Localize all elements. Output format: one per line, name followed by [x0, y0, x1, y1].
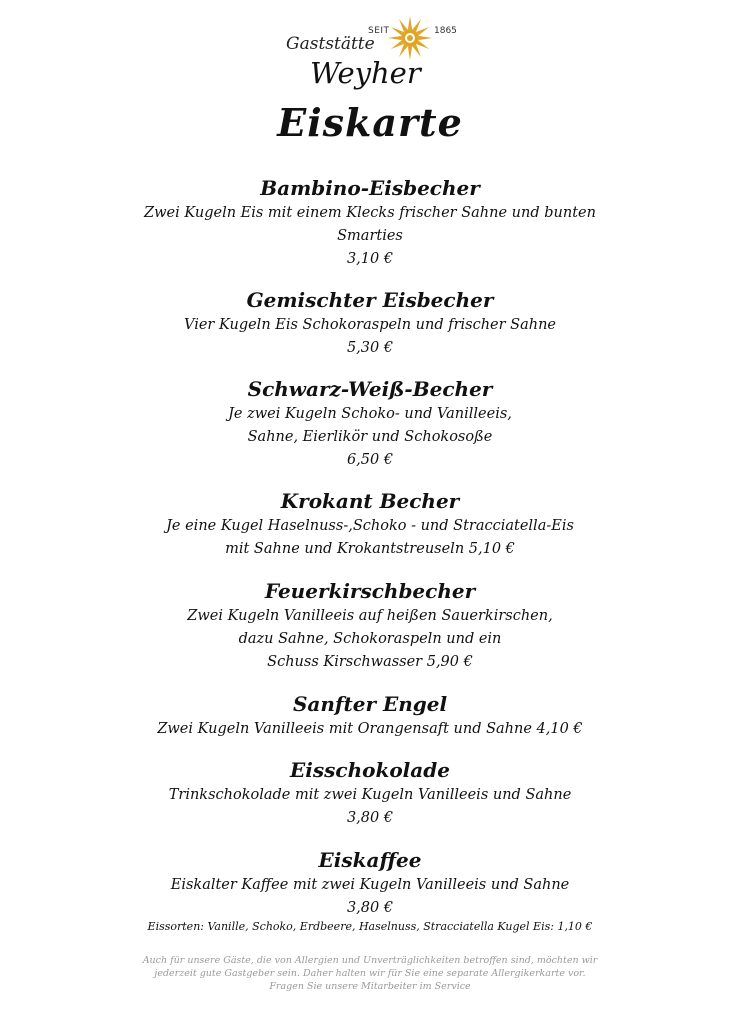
item-description: Vier Kugeln Eis Schokoraspeln und frischer Sahne [183, 317, 556, 333]
item-description: Je eine Kugel Haselnuss-,Schoko - und Stracciatella-Eis [166, 518, 574, 534]
item-name: Gemischter Eisbecher [246, 288, 494, 312]
item-name: Eisschokolade [290, 758, 450, 782]
item-description-price: Zwei Kugeln Vanilleeis mit Orangensaft und Sahne 4,10 € [157, 721, 583, 737]
item-description: Zwei Kugeln Vanilleeis auf heißen Sauerkirschen, [187, 608, 553, 624]
item-description: Sahne, Eierlikör und Schokosoße [247, 429, 493, 445]
menu-item-schwarz-weiss [0, 375, 740, 472]
menu-item-bambino [0, 174, 740, 271]
allergy-notice [100, 954, 640, 993]
item-description: Zwei Kugeln Eis mit einem Klecks frischer Sahne und bunten [144, 205, 596, 221]
item-price: 3,80 € [346, 900, 394, 916]
item-description: Je zwei Kugeln Schoko- und Vanilleeis, [228, 406, 512, 422]
menu-item-feuerkirsch [0, 577, 740, 674]
logo-gaststaette: Gaststätte [286, 34, 375, 54]
restaurant-logo [280, 12, 480, 92]
item-description-price: mit Sahne und Krokantstreuseln 5,10 € [225, 541, 515, 557]
logo-year: 1865 [434, 26, 457, 36]
item-price: 5,30 € [346, 340, 394, 356]
logo-seit: SEIT [368, 26, 390, 36]
item-description: Trinkschokolade mit zwei Kugeln Vanilleeis und Sahne [168, 787, 572, 803]
item-price: 3,10 € [346, 251, 394, 267]
menu-item-gemischter [0, 286, 740, 360]
item-description: Smarties [337, 228, 403, 244]
menu-item-eisschokolade [0, 756, 740, 830]
item-name: Krokant Becher [280, 489, 460, 513]
item-price: 6,50 € [346, 452, 394, 468]
sun-icon [386, 14, 434, 62]
eissorten-line: Eissorten: Vanille, Schoko, Erdbeere, Haselnuss, Stracciatella Kugel Eis: 1,10 € [147, 920, 593, 933]
allergy-notice-line: Auch für unsere Gäste, die von Allergien und Unverträglichkeiten betroffen sind, möchten wir [142, 955, 598, 966]
menu-item-sanfter-engel [0, 690, 740, 741]
item-price: 3,80 € [346, 810, 394, 826]
item-name: Sanfter Engel [292, 692, 448, 716]
allergy-notice-line: jederzeit gute Gastgeber sein. Daher halten wir für Sie eine separate Allergikerkarte vor. [154, 968, 586, 979]
page-title: Eiskarte [277, 100, 463, 145]
item-description: dazu Sahne, Schokoraspeln und ein [238, 631, 502, 647]
item-name: Eiskaffee [318, 848, 422, 872]
item-name: Feuerkirschbecher [264, 579, 476, 603]
item-description: Eiskalter Kaffee mit zwei Kugeln Vanilleeis und Sahne [170, 877, 570, 893]
menu-item-krokant [0, 487, 740, 561]
logo-weyher: Weyher [310, 56, 421, 90]
item-name: Bambino-Eisbecher [260, 176, 480, 200]
item-name: Schwarz-Weiß-Becher [247, 377, 493, 401]
item-description-price: Schuss Kirschwasser 5,90 € [267, 654, 473, 670]
allergy-notice-line: Fragen Sie unsere Mitarbeiter im Service [269, 981, 471, 992]
menu-item-eiskaffee [0, 846, 740, 920]
